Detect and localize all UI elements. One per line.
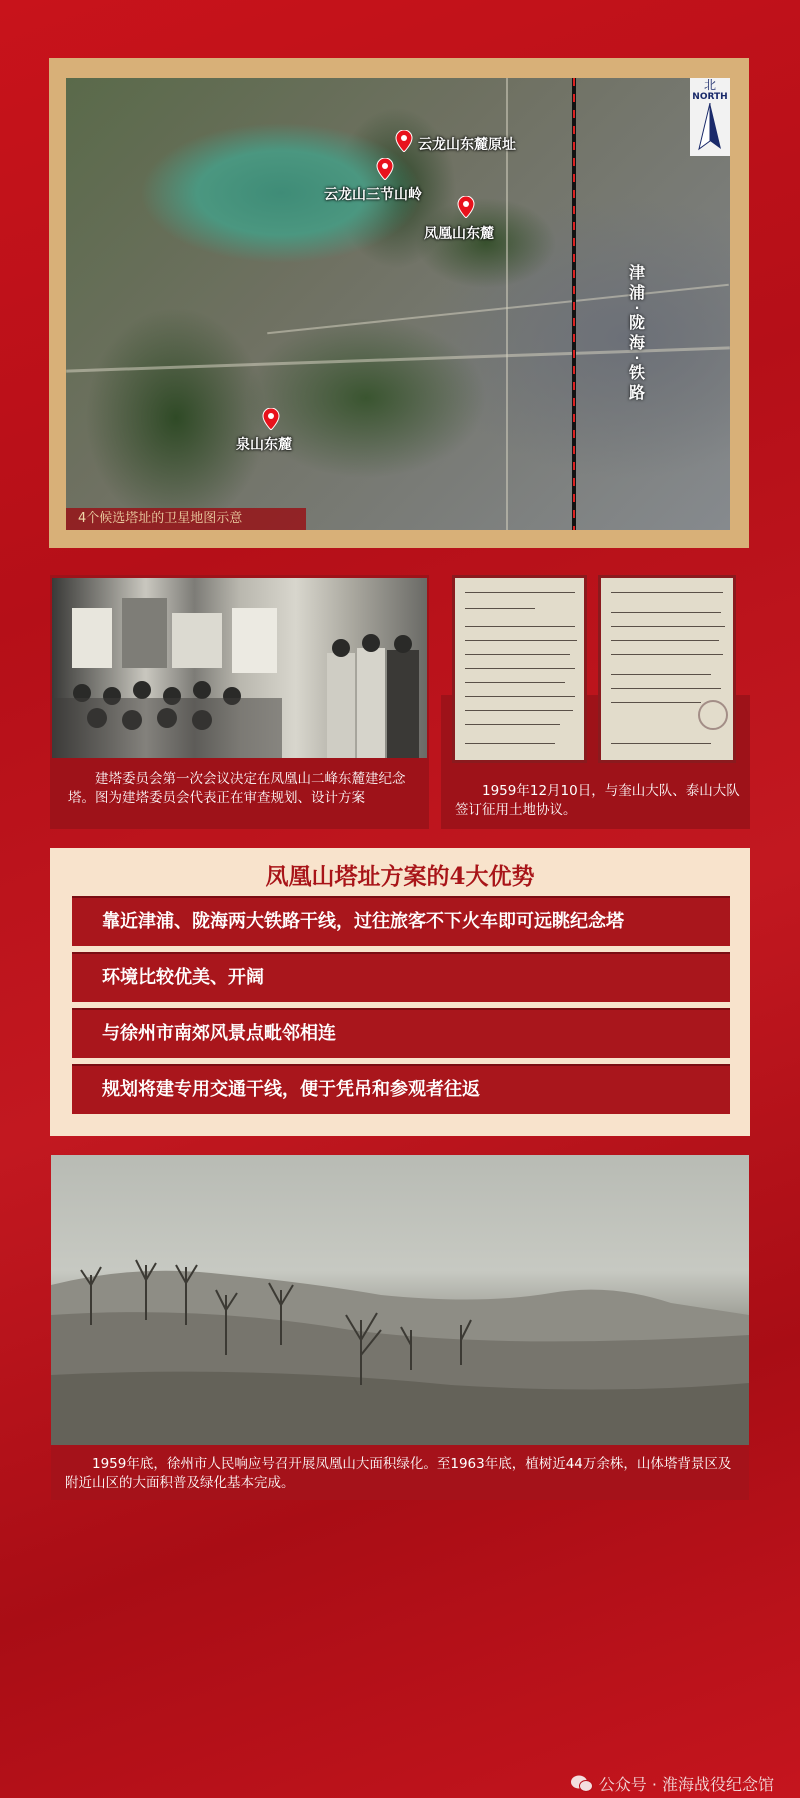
- north-compass: [690, 78, 730, 156]
- advantage-item: 规划将建专用交通干线，便于凭吊和参观者往返: [72, 1064, 730, 1114]
- map-label-yunlong-original: 云龙山东麓原址: [418, 137, 516, 153]
- railway-label: [626, 263, 648, 403]
- agreement-document-1: [452, 575, 587, 763]
- hill-greening-photo: [51, 1155, 749, 1445]
- railway-label-char: 铁: [628, 363, 645, 382]
- compass-north-cn: 北: [703, 78, 716, 92]
- location-pin-icon: [262, 408, 280, 430]
- railway-label-char: 海: [628, 333, 645, 352]
- location-pin-icon: [395, 130, 413, 152]
- advantage-item: 环境比较优美、开阔: [72, 952, 730, 1002]
- map-road: [267, 284, 729, 334]
- railway-label-char: 陇: [628, 313, 645, 332]
- railway-label-char: 路: [628, 383, 645, 402]
- railway-label-separator: ·: [634, 301, 640, 315]
- meeting-photo: [52, 578, 427, 758]
- advantage-item: 与徐州市南郊风景点毗邻相连: [72, 1008, 730, 1058]
- hill-caption: 1959年底，徐州市人民响应号召开展凤凰山大面积绿化。至1963年底，植树近44万余株，山体塔背景区及附近山区的大面积普及绿化基本完成。: [51, 1445, 749, 1500]
- satellite-map: [66, 78, 730, 530]
- advantage-item: 靠近津浦、陇海两大铁路干线，过往旅客不下火车即可远眺纪念塔: [72, 896, 730, 946]
- hill-photo-scene: [51, 1155, 749, 1445]
- wechat-footer: [571, 1772, 774, 1795]
- meeting-photo-scene: [52, 578, 427, 758]
- railway-label-char: 浦: [628, 283, 645, 302]
- map-label-quanshan: 泉山东麓: [236, 437, 292, 453]
- agreement-caption: 1959年12月10日，与奎山大队、泰山大队签订征用土地协议。: [455, 783, 740, 818]
- official-seal-icon: [696, 698, 730, 732]
- compass-north-en: NORTH: [692, 92, 728, 102]
- advantages-title: 凤凰山塔址方案的4大优势: [265, 863, 535, 890]
- compass-arrow-icon: [697, 103, 723, 151]
- map-label-fenghuang: 凤凰山东麓: [424, 226, 494, 242]
- footer-text: 公众号 · 淮海战役纪念馆: [598, 1775, 774, 1794]
- map-caption: 4个候选塔址的卫星地图示意: [66, 508, 306, 530]
- location-pin-icon: [376, 158, 394, 180]
- location-pin-icon: [457, 196, 475, 218]
- advantages-panel: [50, 848, 750, 1136]
- railway-line: [571, 78, 577, 530]
- wechat-icon: [571, 1775, 593, 1793]
- map-label-yunlong-sanjie: 云龙山三节山岭: [324, 187, 422, 203]
- meeting-caption: 建塔委员会第一次会议决定在凤凰山二峰东麓建纪念塔。图为建塔委员会代表正在审查规划、设计方案: [68, 771, 406, 806]
- railway-label-char: 津: [628, 263, 645, 282]
- agreement-document-2: [598, 575, 736, 763]
- railway-label-separator: ·: [634, 351, 640, 365]
